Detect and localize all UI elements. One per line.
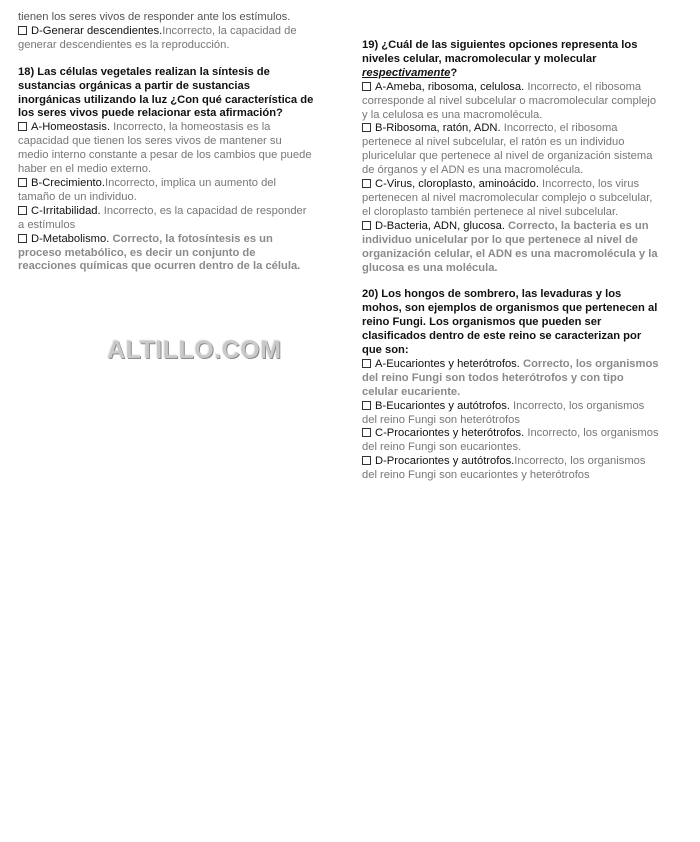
option-label: D-Generar descendientes. [31, 24, 163, 37]
checkbox-icon[interactable] [18, 26, 27, 35]
option-item [18, 205, 314, 233]
checkbox-icon[interactable] [362, 179, 371, 188]
checkbox-icon[interactable] [362, 401, 371, 410]
option-label: B-Eucariontes y autótrofos. [375, 399, 510, 412]
option-label: A-Homeostasis. [31, 121, 110, 134]
option-feedback: Incorrecto, los organismos del reino Fungi son eucariontes y heterótrofos [362, 455, 646, 482]
checkbox-icon[interactable] [362, 221, 371, 230]
option-item [362, 427, 662, 455]
question-19-emphasis: respectivamente [362, 66, 451, 79]
option-item [362, 81, 662, 123]
option-label: D-Metabolismo. [31, 232, 110, 245]
option-item [362, 400, 662, 428]
question-19-main: 19) ¿Cuál de las siguientes opciones representa los niveles celular, macromolecular y molecular [362, 39, 638, 65]
option-label: A-Eucariontes y heterótrofos. [375, 357, 520, 370]
option-feedback: Incorrecto, es la capacidad de responder a estímulos [18, 204, 307, 231]
checkbox-icon[interactable] [18, 178, 27, 187]
checkbox-icon[interactable] [18, 122, 27, 131]
question-18-text: 18) Las células vegetales realizan la síntesis de sustancias orgánicas a partir de sustancias inorgánicas utilizando la luz ¿Con qué característica de los seres vivos puede relacionar esta afirmación? [18, 65, 314, 120]
option-feedback: Incorrecto, el ribosoma corresponde al nivel subcelular o macromolecular complejo y la celulosa es una macromolécula. [362, 80, 657, 121]
option-feedback: Incorrecto, la capacidad de generar descendientes es la reproducción. [18, 24, 297, 51]
checkbox-icon[interactable] [362, 428, 371, 437]
option-label: C-Virus, cloroplasto, aminoácido. [375, 178, 539, 191]
option-label: C-Procariontes y heterótrofos. [375, 427, 525, 440]
right-column [362, 39, 662, 483]
option-feedback: Incorrecto, los organismos del reino Fungi son heterótrofos [362, 399, 645, 426]
option-label: B-Crecimiento. [31, 176, 105, 189]
option-label: B-Ribosoma, ratón, ADN. [375, 122, 501, 135]
option-item [18, 25, 314, 53]
option-label: D-Bacteria, ADN, glucosa. [375, 219, 505, 232]
checkbox-icon[interactable] [362, 359, 371, 368]
question-19-end: ? [450, 66, 458, 79]
option-item [18, 121, 314, 177]
checkbox-icon[interactable] [362, 82, 371, 91]
checkbox-icon[interactable] [18, 206, 27, 215]
option-feedback: Incorrecto, la homeostasis es la capacidad que tienen los seres vivos de mantener su medio interno constante a pesar de los cambios que puede haber en el medio externo. [18, 121, 312, 176]
option-feedback: Incorrecto, el ribosoma pertenece al nivel subcelular, el ratón es un individuo pluricelular que pertenece al nivel de organización sistema de órganos y el ADN es una macromolécula. [362, 122, 653, 177]
option-label: D-Procariontes y autótrofos. [375, 455, 515, 468]
option-feedback: Incorrecto, implica un aumento del tamaño de un individuo. [18, 176, 276, 203]
option-feedback-correct: Correcto, los organismos del reino Fungi son todos heterótrofos y con tipo celular eucariente. [362, 357, 659, 398]
checkbox-icon[interactable] [18, 234, 27, 243]
altillo-watermark: ALTILLO.COM [107, 336, 282, 364]
option-feedback-correct: Correcto, la fotosíntesis es un proceso metabólico, es decir un conjunto de reacciones químicas que ocurren dentro de la célula. [18, 232, 301, 273]
option-feedback: Incorrecto, los organismos del reino Fungi son eucariontes. [362, 427, 659, 454]
intro-fragment: tienen los seres vivos de responder ante los estímulos. [18, 11, 291, 23]
option-feedback-correct: Correcto, la bacteria es un individuo unicelular por lo que pertenece al nivel de organización celular, el ADN es una macromolécula y la glucosa es una molécula. [362, 219, 658, 274]
option-item [362, 220, 662, 276]
option-feedback: Incorrecto, los virus pertenecen al nivel macromolecular complejo o subcelular, el cloroplasto también pertenece al nivel subcelular. [362, 178, 653, 218]
option-item [18, 233, 314, 275]
left-column [18, 11, 314, 274]
checkbox-icon[interactable] [362, 123, 371, 132]
option-item [18, 177, 314, 205]
option-item [362, 358, 662, 400]
checkbox-icon[interactable] [362, 456, 371, 465]
question-19-text [362, 39, 662, 81]
question-20-text: 20) Los hongos de sombrero, las levaduras y los mohos, son ejemplos de organismos que pertenecen al reino Fungi. Los organismos que pueden ser clasificados dentro de este reino se caracterizan por que son: [362, 288, 658, 357]
option-item [362, 122, 662, 178]
option-item [362, 178, 662, 220]
option-label: A-Ameba, ribosoma, celulosa. [375, 80, 525, 93]
option-item [362, 455, 662, 483]
option-label: C-Irritabilidad. [31, 204, 101, 217]
